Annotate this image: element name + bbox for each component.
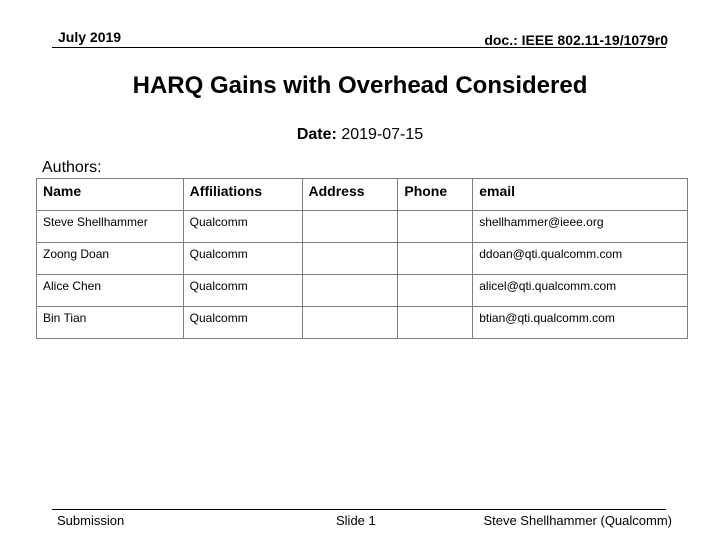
authors-label: Authors: bbox=[42, 159, 102, 176]
author-address bbox=[302, 211, 398, 243]
author-phone bbox=[398, 211, 473, 243]
author-affiliation: Qualcomm bbox=[183, 307, 302, 339]
column-header-phone: Phone bbox=[398, 179, 473, 211]
footer-submission: Submission bbox=[57, 513, 125, 528]
author-affiliation: Qualcomm bbox=[183, 211, 302, 243]
header-date: July 2019 bbox=[58, 29, 122, 45]
header-doc-id: doc.: IEEE 802.11-19/1079r0 bbox=[484, 32, 668, 48]
author-address bbox=[302, 243, 398, 275]
table-row bbox=[37, 211, 688, 243]
footer-slide-number: Slide 1 bbox=[336, 513, 376, 528]
author-email: btian@qti.qualcomm.com bbox=[473, 307, 688, 339]
table-row bbox=[37, 275, 688, 307]
author-name: Alice Chen bbox=[37, 275, 184, 307]
table-row bbox=[37, 243, 688, 275]
date-line bbox=[0, 126, 720, 144]
author-name: Steve Shellhammer bbox=[37, 211, 184, 243]
author-phone bbox=[398, 243, 473, 275]
author-name: Bin Tian bbox=[37, 307, 184, 339]
author-address bbox=[302, 275, 398, 307]
column-header-address: Address bbox=[302, 179, 398, 211]
date-label: Date: bbox=[296, 126, 337, 143]
table-row bbox=[37, 307, 688, 339]
author-email: shellhammer@ieee.org bbox=[473, 211, 688, 243]
footer-divider bbox=[52, 509, 666, 510]
column-header-name: Name bbox=[37, 179, 184, 211]
author-affiliation: Qualcomm bbox=[183, 275, 302, 307]
author-name: Zoong Doan bbox=[37, 243, 184, 275]
authors-table bbox=[36, 178, 688, 339]
author-email: alicel@qti.qualcomm.com bbox=[473, 275, 688, 307]
column-header-affiliations: Affiliations bbox=[183, 179, 302, 211]
column-header-email: email bbox=[473, 179, 688, 211]
author-phone bbox=[398, 275, 473, 307]
footer-author: Steve Shellhammer (Qualcomm) bbox=[483, 513, 672, 528]
author-affiliation: Qualcomm bbox=[183, 243, 302, 275]
table-header-row bbox=[37, 179, 688, 211]
slide-title: HARQ Gains with Overhead Considered bbox=[132, 72, 588, 99]
author-email: ddoan@qti.qualcomm.com bbox=[473, 243, 688, 275]
date-value: 2019-07-15 bbox=[341, 126, 424, 143]
author-phone bbox=[398, 307, 473, 339]
author-address bbox=[302, 307, 398, 339]
header-divider bbox=[52, 47, 666, 48]
